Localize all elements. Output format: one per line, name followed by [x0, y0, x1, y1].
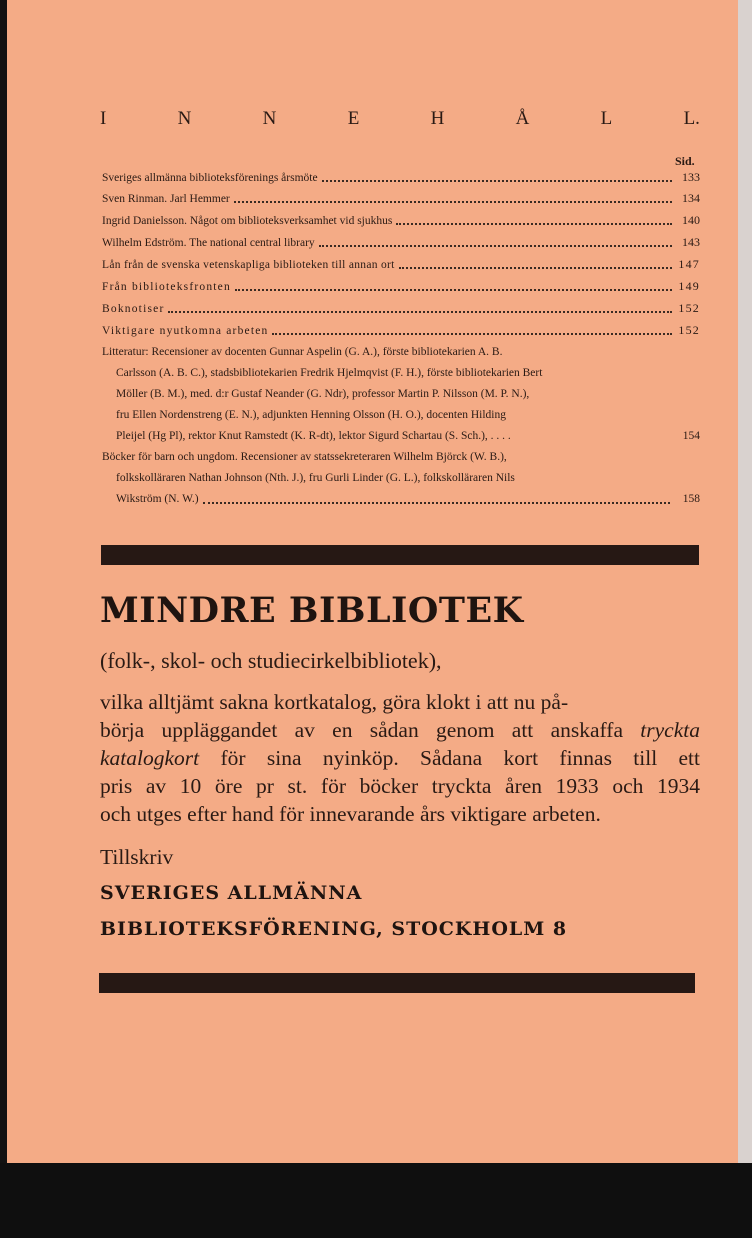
- contents-heading: [100, 108, 700, 130]
- toc-entry-title: Sveriges allmänna biblioteksförenings årsmöte: [102, 172, 318, 184]
- leader-dots: [235, 289, 672, 291]
- heading-letter: N: [262, 108, 277, 129]
- toc-entry: [102, 213, 700, 228]
- page-column-label: Sid.: [675, 154, 695, 168]
- toc-entry-title: Boknotiser: [102, 303, 165, 315]
- toc-entry-title: Sven Rinman. Jarl Hemmer: [102, 193, 230, 205]
- toc-entry-page: 149: [678, 279, 700, 293]
- leader-dots: [396, 223, 672, 225]
- toc-entry-page: 158: [682, 493, 700, 505]
- toc-entry-page: 143: [682, 235, 700, 249]
- toc-entry: [102, 170, 700, 185]
- heading-letter: I: [100, 108, 107, 129]
- toc-entry-page: 134: [682, 191, 700, 205]
- heading-letter: H: [430, 108, 445, 129]
- ad-body-line: [100, 716, 700, 744]
- toc-entry: [102, 257, 700, 272]
- leader-dots: [319, 245, 672, 247]
- toc-entry-page: 147: [678, 257, 700, 271]
- ad-body-line: [100, 744, 700, 772]
- page-edge: [738, 0, 752, 1163]
- toc-entry-line: Möller (B. M.), med. d:r Gustaf Neander (G. Ndr), professor Martin P. Nilsson (M. P. N.),: [116, 388, 530, 400]
- ad-body-line: pris av 10 öre pr st. för böcker tryckta åren 1933 och 1934: [100, 774, 700, 798]
- ad-title: MINDRE BIBLIOTEK: [100, 590, 524, 631]
- toc-entry-page: 154: [682, 430, 700, 442]
- leader-dots: [234, 201, 672, 203]
- heading-letter: L: [600, 108, 613, 129]
- toc-entry-line: [102, 489, 700, 510]
- toc-entry: [102, 279, 700, 294]
- toc-entry-title: Från biblioteksfronten: [102, 281, 231, 293]
- toc-entry: [102, 191, 700, 206]
- toc-entry-page: 133: [682, 170, 700, 184]
- heading-letter: E: [347, 108, 360, 129]
- ad-body-emphasis: katalogkort: [100, 746, 200, 770]
- divider-bar: [99, 973, 695, 993]
- ad-organization-address: BIBLIOTEKSFÖRENING, STOCKHOLM 8: [100, 918, 568, 940]
- leader-dots: [168, 311, 672, 313]
- ad-organization: SVERIGES ALLMÄNNA: [100, 882, 363, 904]
- ad-body-text: börja uppläggandet av en sådan genom att anskaffa: [100, 718, 623, 742]
- ad-body-text: för sina nyinköp. Sådana kort finnas till ett: [220, 746, 701, 770]
- ad-write-to: Tillskriv: [100, 845, 174, 869]
- toc-entry-line-text: Wikström (N. W.): [116, 493, 199, 505]
- toc-entry-title: Lån från de svenska vetenskapliga biblioteken till annan ort: [102, 259, 395, 271]
- toc-entry-line: Litteratur: Recensioner av docenten Gunnar Aspelin (G. A.), förste bibliotekarien A. B.: [102, 346, 503, 358]
- toc-entry-line: folkskolläraren Nathan Johnson (Nth. J.), fru Gurli Linder (G. L.), folkskolläraren Nils: [116, 472, 515, 484]
- heading-letter: Å: [515, 108, 530, 129]
- ad-body-emphasis: tryckta: [640, 718, 700, 742]
- toc-entry-bocker: [102, 447, 700, 510]
- scan-background: [0, 1163, 752, 1238]
- toc-entry-title: Ingrid Danielsson. Något om biblioteksverksamhet vid sjukhus: [102, 215, 393, 227]
- toc-entry-title: Viktigare nyutkomna arbeten: [102, 325, 269, 337]
- leader-dots: [203, 502, 670, 504]
- toc-entry-litteratur: [102, 342, 700, 447]
- leader-dots: [272, 333, 672, 335]
- heading-letter: N: [177, 108, 192, 129]
- toc-entry-line: fru Ellen Nordenstreng (E. N.), adjunkten Henning Olsson (H. O.), docenten Hilding: [116, 409, 506, 421]
- heading-letter: L.: [683, 108, 700, 129]
- toc-entry-page: 152: [678, 323, 700, 337]
- toc-entry-line: Böcker för barn och ungdom. Recensioner av statssekreteraren Wilhelm Björck (W. B.),: [102, 451, 507, 463]
- ad-body-line: och utges efter hand för innevarande års viktigare arbeten.: [100, 802, 601, 826]
- divider-bar: [101, 545, 699, 565]
- toc-entry: [102, 235, 700, 250]
- toc-entry-page: 152: [678, 301, 700, 315]
- toc-entry-page: 140: [682, 213, 700, 227]
- ad-body: [100, 688, 700, 828]
- leader-dots: [399, 267, 672, 269]
- toc-entry: [102, 301, 700, 316]
- toc-entry-line: Carlsson (A. B. C.), stadsbibliotekarien Fredrik Hjelmqvist (F. H.), förste bibliotekarien Bert: [116, 367, 543, 379]
- toc-entry: [102, 323, 700, 338]
- ad-body-line: vilka alltjämt sakna kortkatalog, göra klokt i att nu på-: [100, 690, 569, 714]
- leader-dots: [322, 180, 672, 182]
- ad-subtitle: (folk-, skol- och studiecirkelbibliotek),: [100, 648, 442, 673]
- toc-entry-line-text: Pleijel (Hg Pl), rektor Knut Ramstedt (K. R-dt), lektor Sigurd Schartau (S. Sch.), . . . .: [116, 430, 511, 442]
- toc-entry-line: [102, 426, 700, 447]
- toc-entry-title: Wilhelm Edström. The national central library: [102, 237, 315, 249]
